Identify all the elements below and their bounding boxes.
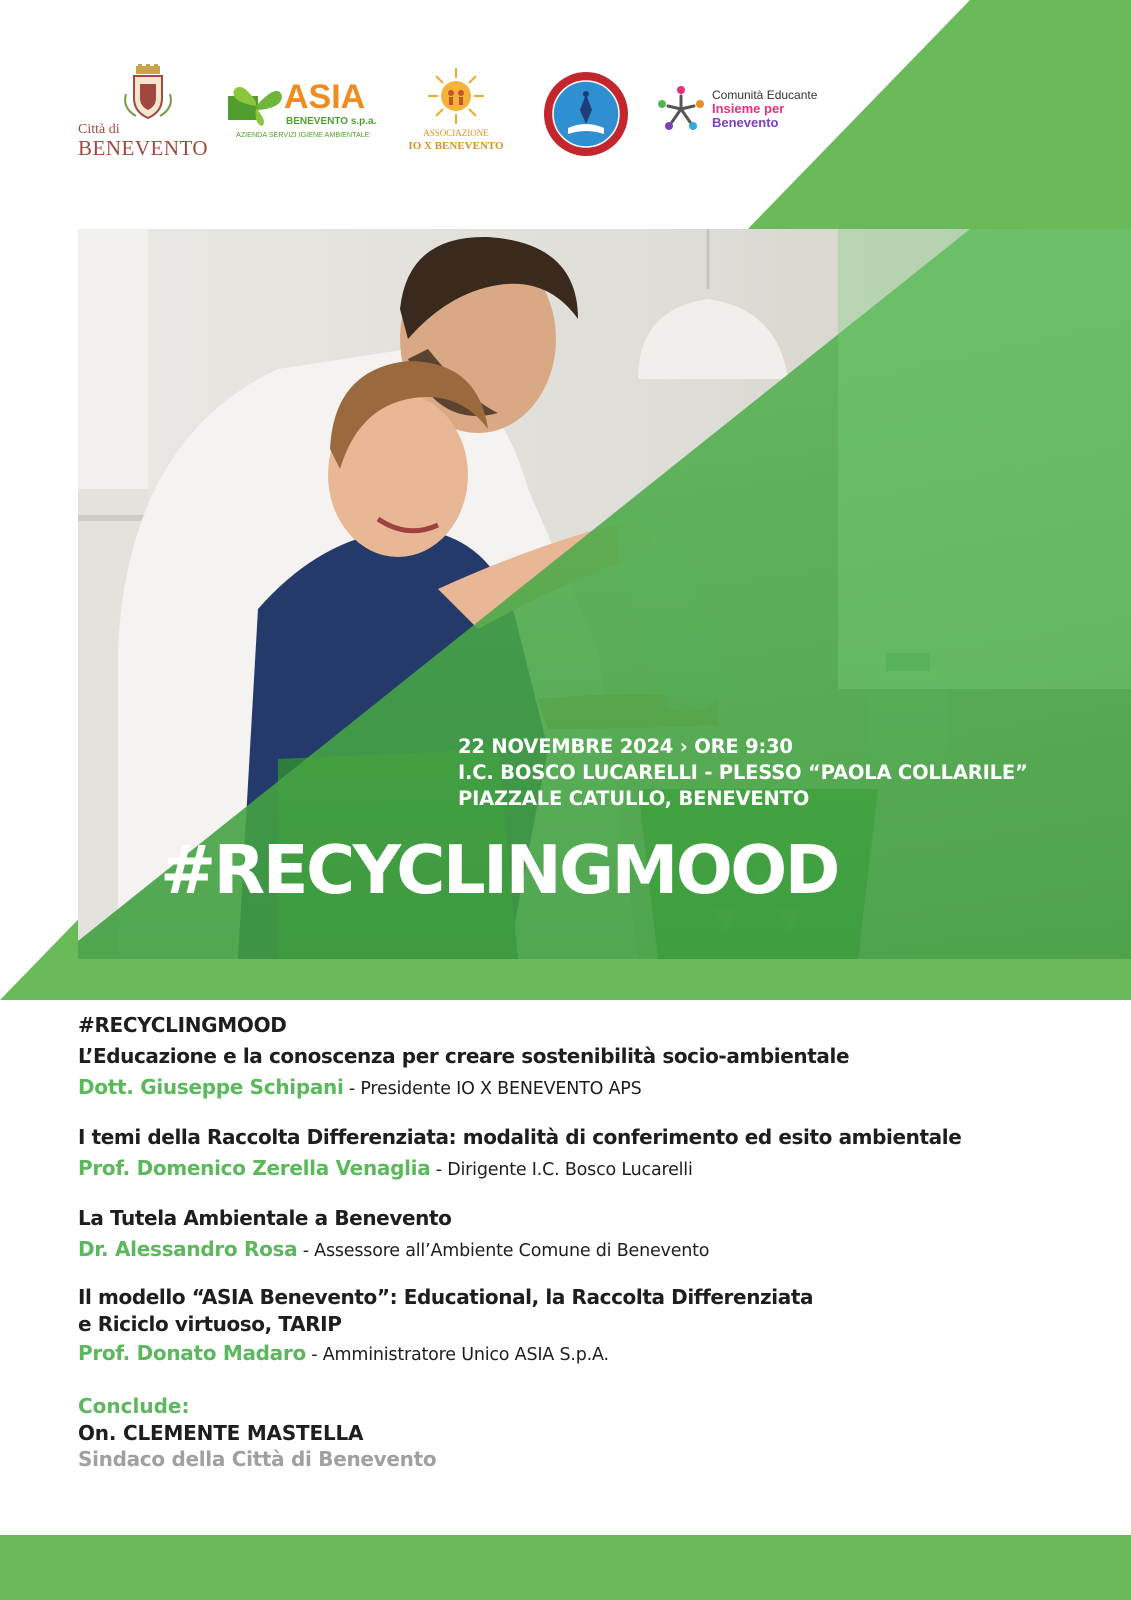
asia-logo-name: ASIA [284, 78, 366, 116]
talk-item [78, 1041, 1118, 1103]
program-hashtag: #RECYCLINGMOOD [78, 1013, 287, 1037]
speaker-name: Prof. Donato Madaro [78, 1341, 306, 1365]
comunita-educante-logo [656, 82, 856, 142]
talk-topic: La Tutela Ambientale a Benevento [78, 1206, 452, 1230]
city-crest-icon [118, 64, 178, 122]
comunita-line1: Comunità Educante [712, 88, 818, 102]
conclusion-speaker-role: Sindaco della Città di Benevento [78, 1447, 437, 1471]
speaker-name: Dott. Giuseppe Schipani [78, 1075, 344, 1099]
logo-city-small-text: Città di [78, 122, 120, 137]
school-seal-icon [542, 70, 630, 158]
speaker-name: Prof. Domenico Zerella Venaglia [78, 1156, 431, 1180]
speaker-role: - Presidente IO X BENEVENTO APS [343, 1079, 642, 1099]
event-program [78, 1010, 1118, 1472]
conclusion-speaker-name: On. CLEMENTE MASTELLA [78, 1421, 364, 1445]
talk-speaker-line [78, 1338, 1118, 1369]
talk-item [78, 1122, 1118, 1184]
speaker-role: - Amministratore Unico ASIA S.p.A. [305, 1345, 609, 1365]
talk-topic: I temi della Raccolta Differenziata: modalità di conferimento ed esito ambientale [78, 1125, 962, 1149]
event-venue: I.C. BOSCO LUCARELLI - PLESSO “PAOLA COLLARILE” [458, 761, 1028, 784]
school-seal-logo [542, 70, 630, 158]
talk-topic: Il modello “ASIA Benevento”: Educational, la Raccolta Differenziata [78, 1285, 814, 1309]
io-logo-name: IO X BENEVENTO [408, 140, 504, 152]
people-circle-icon [656, 84, 706, 134]
conclusion-label: Conclude: [78, 1394, 190, 1418]
hero-photo [78, 229, 1131, 959]
speaker-name: Dr. Alessandro Rosa [78, 1237, 298, 1261]
talk-item [78, 1284, 1118, 1369]
event-date-time: 22 NOVEMBRE 2024 › ORE 9:30 [458, 735, 793, 758]
hero-hashtag-title: #RECYCLINGMOOD [160, 831, 838, 909]
butterfly-icon [228, 78, 284, 128]
asia-logo-city: BENEVENTO s.p.a. [286, 116, 377, 127]
talk-item [78, 1203, 1118, 1265]
sun-icon [426, 66, 486, 126]
event-address: PIAZZALE CATULLO, BENEVENTO [458, 787, 810, 810]
logo-city-name: BENEVENTO [78, 136, 209, 160]
asia-benevento-logo [228, 78, 378, 148]
speaker-role: - Dirigente I.C. Bosco Lucarelli [430, 1160, 693, 1180]
footer-bar [0, 1535, 1131, 1600]
talk-speaker-line [78, 1153, 1118, 1184]
io-logo-assoc: ASSOCIAZIONE [423, 128, 489, 138]
talk-topic-continued: e Riciclo virtuoso, TARIP [78, 1312, 342, 1336]
citta-di-benevento-logo [74, 64, 214, 160]
comunita-line3: Benevento [712, 115, 779, 130]
speaker-role: - Assessore all’Ambiente Comune di Benevento [297, 1241, 710, 1261]
asia-logo-subtitle: AZIENDA SERVIZI IGIENE AMBIENTALE [236, 130, 370, 139]
comunita-line2: Insieme per [712, 101, 785, 116]
talk-speaker-line [78, 1234, 1118, 1265]
talk-topic: L’Educazione e la conoscenza per creare sostenibilità socio-ambientale [78, 1044, 850, 1068]
io-x-benevento-logo [396, 66, 516, 156]
talk-speaker-line [78, 1072, 1118, 1103]
